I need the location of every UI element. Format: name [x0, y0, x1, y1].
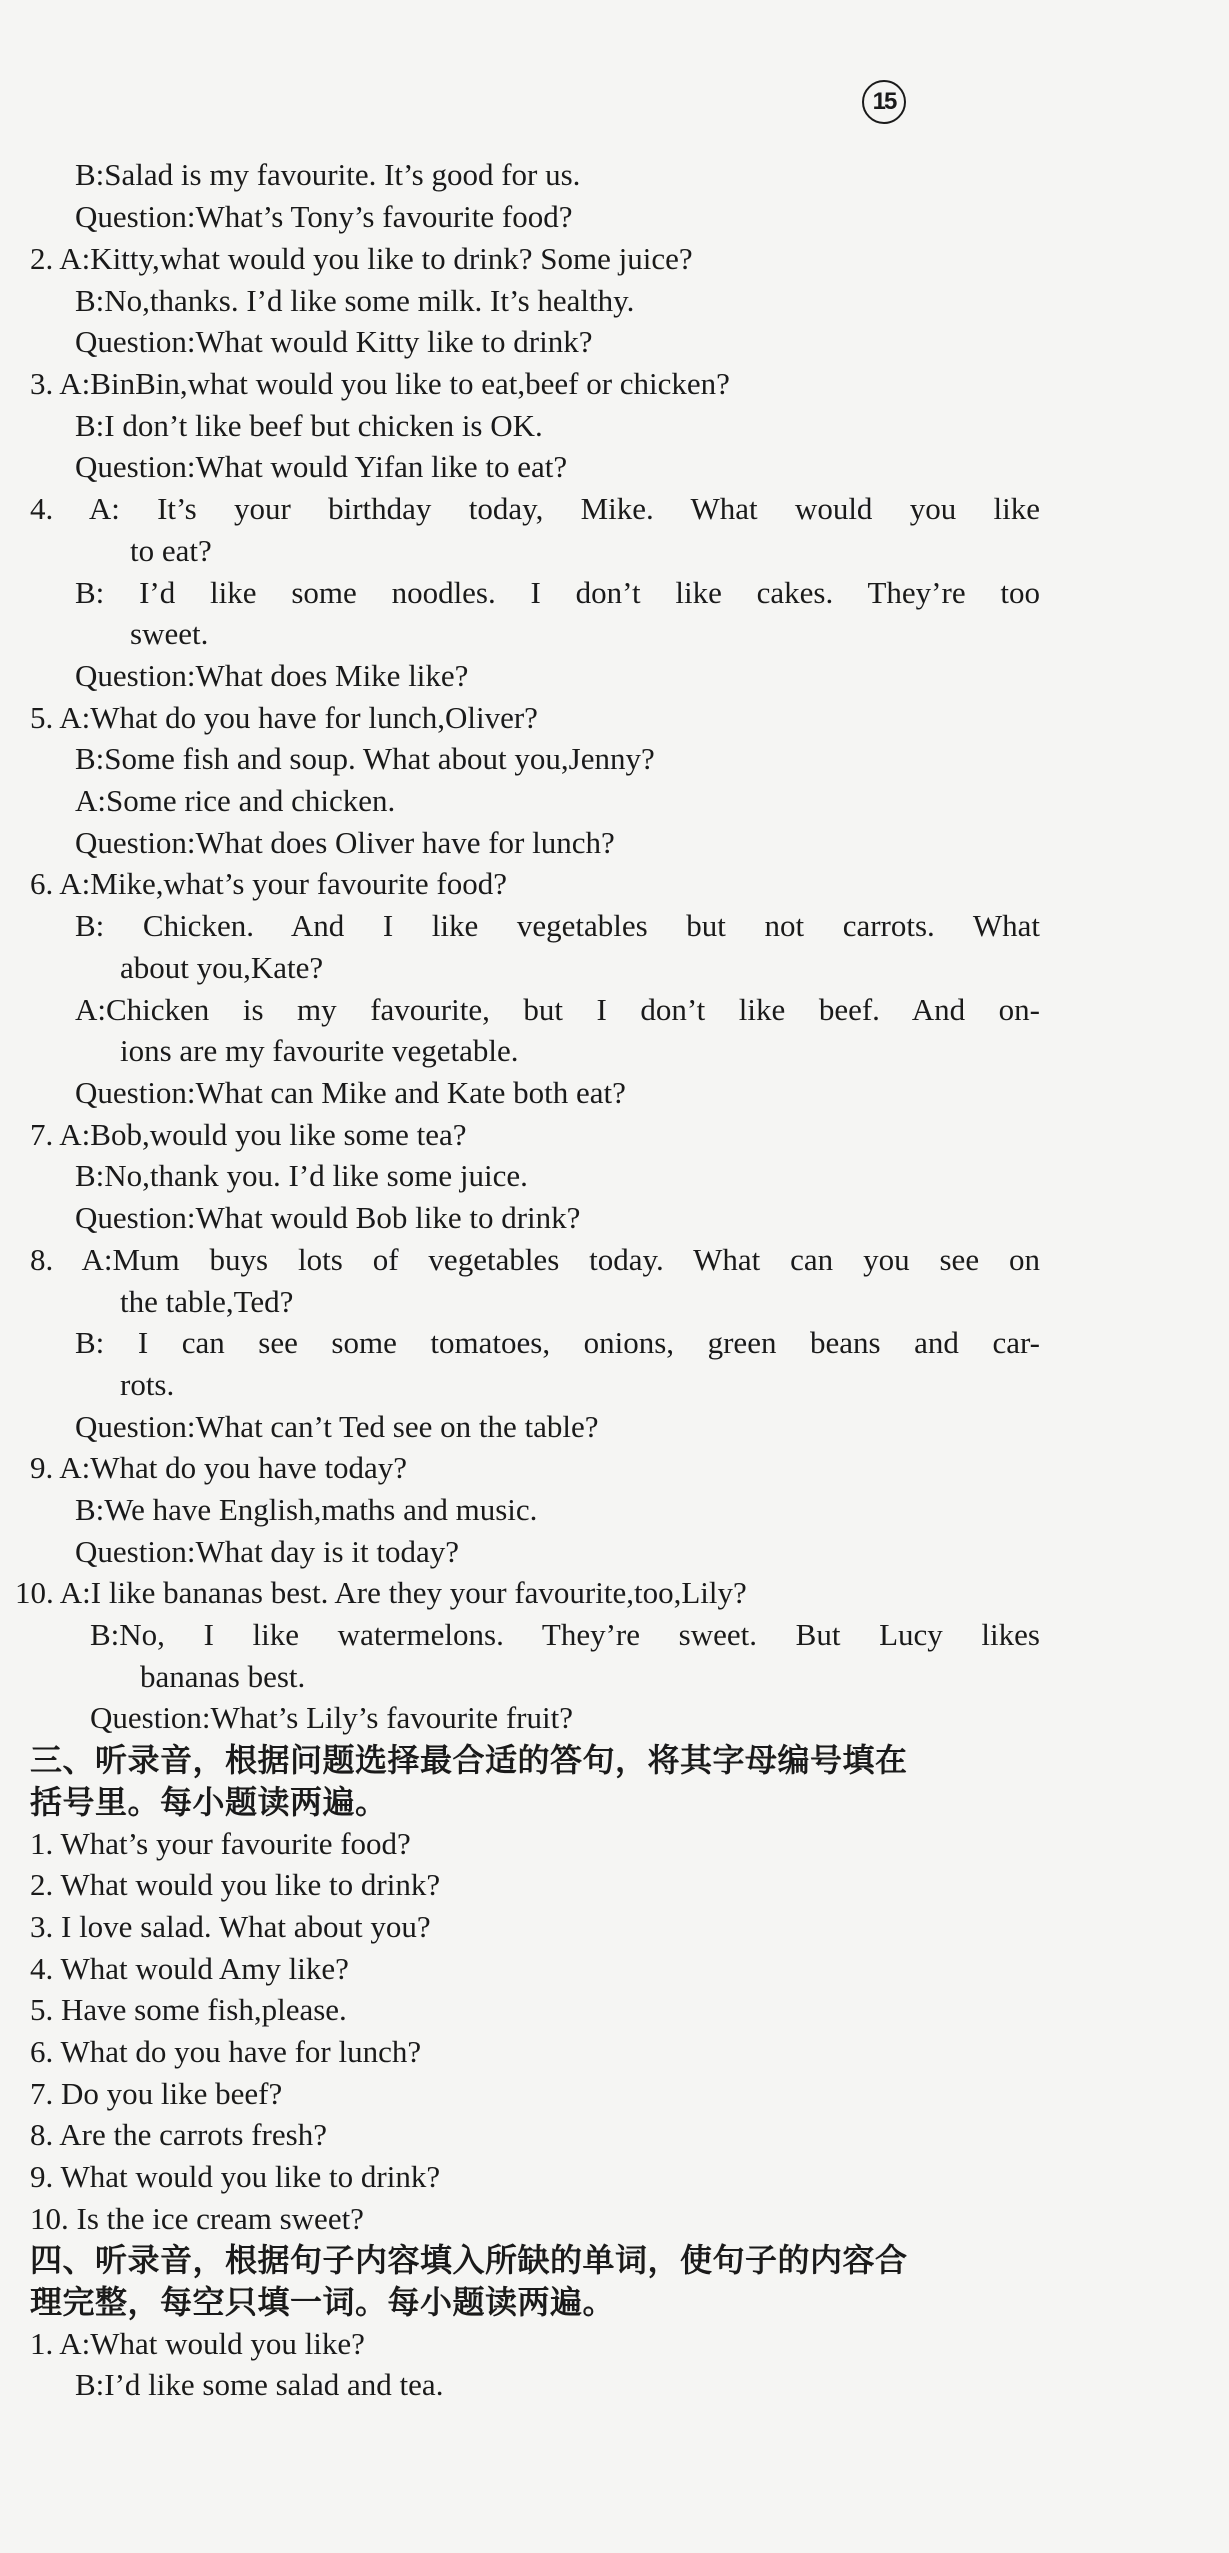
text-line: 6. A:Mike,what’s your favourite food? [30, 866, 507, 901]
text-line: A:Some rice and chicken. [75, 783, 396, 818]
text-line: Question:What would Kitty like to drink? [75, 324, 593, 359]
text-line: 5. A:What do you have for lunch,Oliver? [30, 700, 538, 735]
text-line: Question:What would Bob like to drink? [75, 1200, 581, 1235]
text-line: B:I don’t like beef but chicken is OK. [75, 408, 543, 443]
question-item: 8. Are the carrots fresh? [30, 2117, 327, 2152]
page-number-badge: 15 [862, 80, 906, 124]
text-line: Question:What day is it today? [75, 1534, 459, 1569]
question-item: 2. What would you like to drink? [30, 1867, 441, 1902]
question-item: 1. What’s your favourite food? [30, 1826, 411, 1861]
question-item: 4. What would Amy like? [30, 1951, 349, 1986]
text-line: Question:What can Mike and Kate both eat? [75, 1075, 626, 1110]
section-heading-4-cont: 理完整，每空只填一词。每小题读两遍。 [30, 2283, 616, 2321]
question-item: 5. Have some fish,please. [30, 1992, 347, 2027]
text-line: Question:What can’t Ted see on the table? [75, 1409, 599, 1444]
text-line: bananas best. [140, 1659, 306, 1694]
question-item: 10. Is the ice cream sweet? [30, 2201, 364, 2236]
text-line: 1. A:What would you like? [30, 2326, 365, 2361]
text-line: A:Chicken is my favourite, but I don’t like beef. And on- [75, 992, 1040, 1027]
question-item: 6. What do you have for lunch? [30, 2034, 422, 2069]
text-line: B:Some fish and soup. What about you,Jenny? [75, 741, 655, 776]
text-line: rots. [120, 1367, 175, 1402]
text-line: 9. A:What do you have today? [30, 1450, 408, 1485]
text-line: B:No, I like watermelons. They’re sweet. But Lucy likes [90, 1617, 1040, 1652]
text-line: ions are my favourite vegetable. [120, 1033, 519, 1068]
text-line: Question:What does Mike like? [75, 658, 469, 693]
text-line: B:I’d like some salad and tea. [75, 2367, 444, 2402]
text-line: sweet. [130, 616, 209, 651]
text-line: the table,Ted? [120, 1284, 294, 1319]
text-line: B: I’d like some noodles. I don’t like cakes. They’re too [75, 575, 1040, 610]
text-line: Question:What does Oliver have for lunch? [75, 825, 615, 860]
text-line: Question:What’s Lily’s favourite fruit? [90, 1700, 573, 1735]
text-line: 2. A:Kitty,what would you like to drink? Some juice? [30, 241, 693, 276]
text-line: 10. A:I like bananas best. Are they your favourite,too,Lily? [15, 1575, 747, 1610]
section-heading-3-cont: 括号里。每小题读两遍。 [30, 1783, 388, 1821]
text-line: B: I can see some tomatoes, onions, green beans and car- [75, 1325, 1040, 1360]
text-line: 7. A:Bob,would you like some tea? [30, 1117, 467, 1152]
text-line: about you,Kate? [120, 950, 324, 985]
question-item: 3. I love salad. What about you? [30, 1909, 431, 1944]
text-line: B: Chicken. And I like vegetables but not carrots. What [75, 908, 1040, 943]
text-line: B:No,thanks. I’d like some milk. It’s healthy. [75, 283, 635, 318]
question-item: 9. What would you like to drink? [30, 2159, 441, 2194]
text-line: B:We have English,maths and music. [75, 1492, 538, 1527]
text-line: Question:What’s Tony’s favourite food? [75, 199, 573, 234]
section-heading-4: 四、听录音，根据句子内容填入所缺的单词，使句子的内容合 [30, 2241, 908, 2279]
text-line: to eat? [130, 533, 212, 568]
text-line: 3. A:BinBin,what would you like to eat,beef or chicken? [30, 366, 730, 401]
text-line: B:Salad is my favourite. It’s good for us. [75, 157, 581, 192]
text-line: 4. A: It’s your birthday today, Mike. What would you like [30, 491, 1040, 526]
section-heading-3: 三、听录音，根据问题选择最合适的答句，将其字母编号填在 [30, 1741, 908, 1779]
question-item: 7. Do you like beef? [30, 2076, 283, 2111]
text-line: 8. A:Mum buys lots of vegetables today. What can you see on [30, 1242, 1040, 1277]
text-line: B:No,thank you. I’d like some juice. [75, 1158, 528, 1193]
text-line: Question:What would Yifan like to eat? [75, 449, 568, 484]
